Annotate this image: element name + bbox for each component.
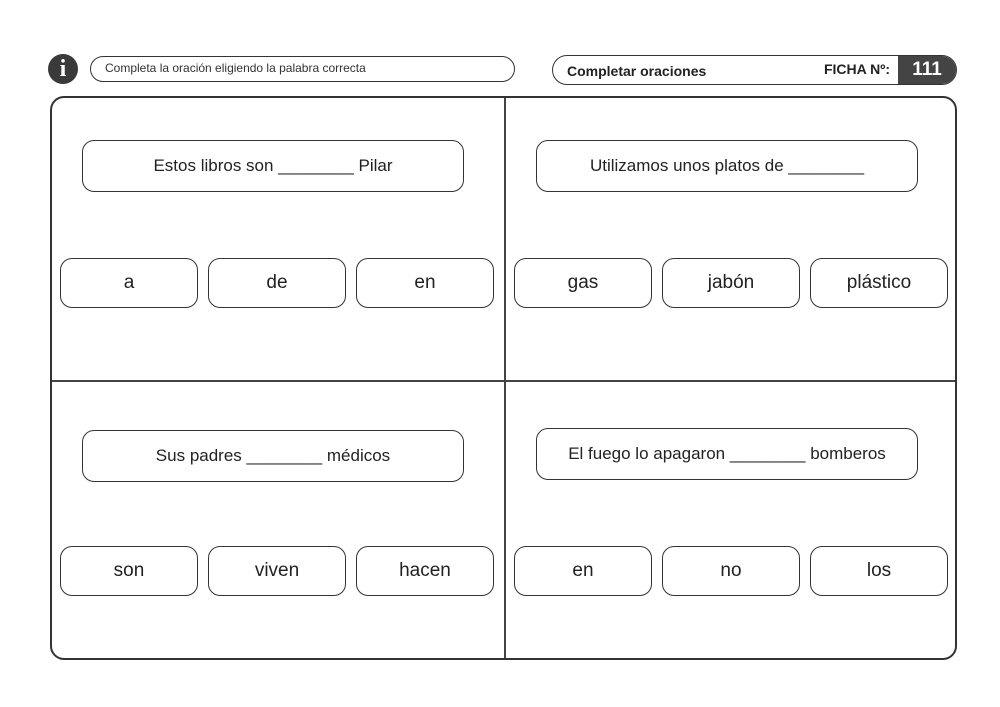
info-icon: i [48, 54, 78, 84]
option-button[interactable]: no [662, 546, 800, 596]
option-button[interactable]: gas [514, 258, 652, 308]
sentence-box: Estos libros son ________ Pilar [82, 140, 464, 192]
option-button[interactable]: viven [208, 546, 346, 596]
options-row [514, 546, 950, 596]
options-row [514, 258, 950, 308]
options-row [60, 546, 496, 596]
ficha-label: FICHA Nº: [823, 61, 890, 77]
exercise-4 [506, 382, 958, 664]
sentence-box: El fuego lo apagaron ________ bomberos [536, 428, 918, 480]
sentence-box: Sus padres ________ médicos [82, 430, 464, 482]
sentence-box: Utilizamos unos platos de ________ [536, 140, 918, 192]
option-button[interactable]: plástico [810, 258, 948, 308]
ficha-number: 111 [898, 56, 956, 84]
options-row [60, 258, 496, 308]
option-button[interactable]: los [810, 546, 948, 596]
exercise-1 [52, 98, 504, 380]
option-button[interactable]: a [60, 258, 198, 308]
option-button[interactable]: en [356, 258, 494, 308]
exercise-3 [52, 382, 504, 664]
option-button[interactable]: hacen [356, 546, 494, 596]
instruction-text: Completa la oración eligiendo la palabra correcta [90, 56, 515, 82]
worksheet-title: Completar oraciones [567, 63, 707, 79]
option-button[interactable]: jabón [662, 258, 800, 308]
worksheet-title-bar [552, 55, 957, 85]
worksheet-grid [50, 96, 957, 660]
exercise-2 [506, 98, 958, 380]
option-button[interactable]: de [208, 258, 346, 308]
option-button[interactable]: son [60, 546, 198, 596]
option-button[interactable]: en [514, 546, 652, 596]
